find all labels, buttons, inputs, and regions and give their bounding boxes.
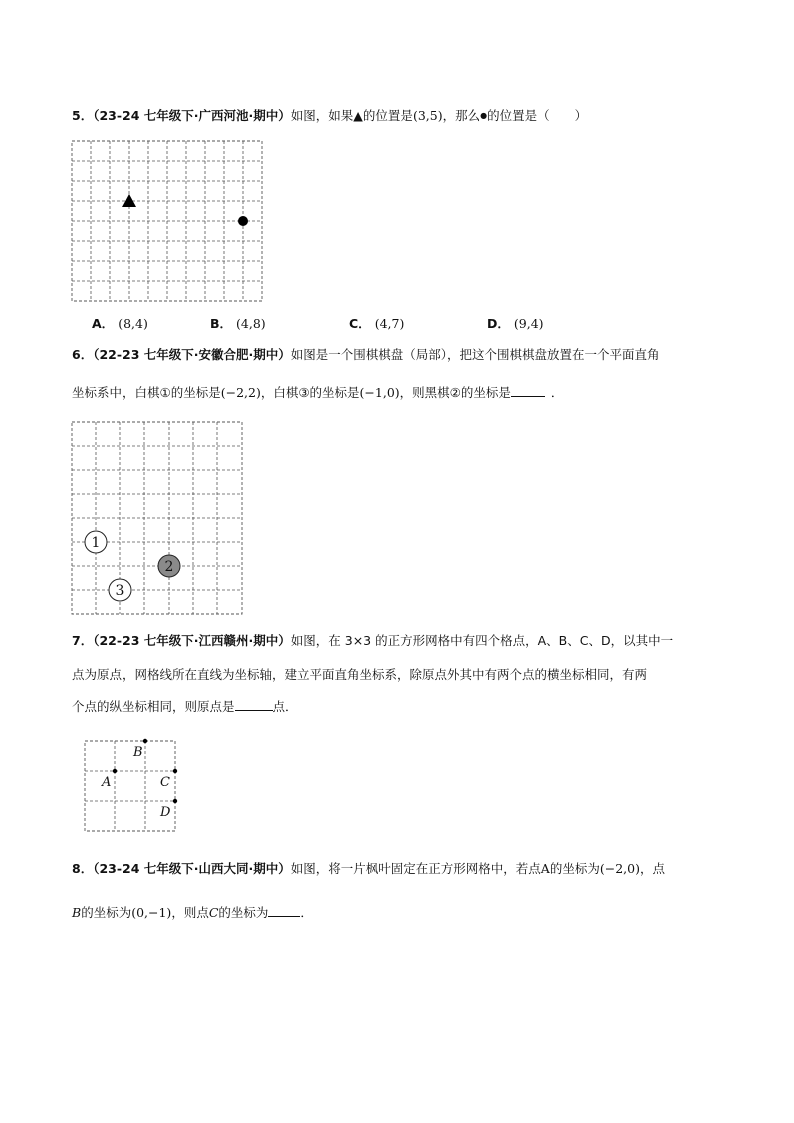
q7-stem-line1: [72, 632, 673, 650]
stone-1-label: 1: [91, 535, 101, 551]
q8-answer-blank[interactable]: [268, 904, 300, 917]
q5-text-4: 的位置是（ ）: [487, 108, 588, 123]
point-b-dot: [143, 739, 147, 743]
q6-go-board-figure: [72, 422, 242, 614]
q6-number: 6．: [72, 347, 94, 362]
white-stone-1: [85, 531, 107, 553]
point-d-dot: [173, 799, 177, 803]
point-d-label: D: [160, 805, 171, 820]
q5-coord: (3,5): [412, 108, 443, 123]
option-label: A．: [92, 316, 115, 331]
triangle-icon: ▲: [353, 108, 363, 123]
option-label: C．: [349, 316, 371, 331]
triangle-marker: [122, 194, 136, 207]
q8-coord-a: (−2,0): [599, 861, 640, 876]
q8-source: （23-24 七年级下·山西大同·期中）: [93, 861, 291, 876]
q6-coord-3: (−1,0): [359, 385, 400, 400]
dot-marker: [238, 216, 248, 226]
q5-source: （23-24 七年级下·广西河池·期中）: [93, 108, 291, 123]
q5-option-b[interactable]: [210, 314, 266, 332]
q8-stem-line1: [72, 860, 665, 878]
q7-stem-line2: [72, 666, 647, 684]
q8-text-2c: 的坐标为: [218, 905, 269, 920]
q5-text-3: ，那么: [442, 108, 481, 123]
q6-text-2c: ，则黑棋②的坐标是: [399, 385, 511, 400]
q8-point-b: B: [72, 905, 82, 920]
q6-end: ．: [550, 385, 564, 400]
q7-answer-blank[interactable]: [235, 698, 273, 711]
q8-point-a: A: [540, 861, 550, 876]
option-value: (4,7): [374, 316, 405, 331]
dot-icon: ●: [480, 111, 488, 120]
q8-text-2b: ，则点: [171, 905, 209, 920]
q5-number: 5．: [72, 108, 94, 123]
q8-end: ．: [300, 905, 313, 920]
white-stone-3: [109, 579, 131, 601]
q7-number: 7．: [72, 633, 94, 648]
q5-text-2: 的位置是: [362, 108, 413, 123]
q7-text-3b: 点．: [272, 699, 298, 714]
q7-text-1: 如图，在 3×3 的正方形网格中有四个格点，A、B、C、D，以其中一: [290, 633, 674, 648]
q5-option-a[interactable]: [92, 314, 148, 332]
q8-text-1a: 如图，将一片枫叶固定在正方形网格中，若点: [290, 861, 541, 876]
black-stone-2: [158, 555, 180, 577]
q8-point-c: C: [208, 905, 219, 920]
q6-source: （22-23 七年级下·安徽合肥·期中）: [93, 347, 291, 362]
q5-grid-lines: [72, 141, 262, 301]
q6-coord-1: (−2,2): [220, 385, 261, 400]
option-label: B．: [210, 316, 233, 331]
stone-3-label: 3: [115, 583, 125, 599]
q6-text-2a: 坐标系中，白棋①的坐标是: [72, 385, 221, 400]
q5-option-d[interactable]: [487, 314, 544, 332]
q5-grid-figure: [72, 141, 262, 303]
q7-grid-figure: [85, 741, 177, 831]
q6-text-2b: ，白棋③的坐标是: [260, 385, 360, 400]
stone-2-label: 2: [164, 559, 174, 575]
q6-stem-line1: [72, 346, 660, 364]
q8-text-2a: 的坐标为: [81, 905, 132, 920]
q7-source: （22-23 七年级下·江西赣州·期中）: [93, 633, 291, 648]
point-c-dot: [173, 769, 177, 773]
q6-stem-line2: [72, 384, 563, 402]
option-value: (8,4): [118, 316, 148, 331]
q7-stem-line3: [72, 698, 298, 716]
q8-coord-b: (0,−1): [131, 905, 172, 920]
q5-text-1: 如图，如果: [290, 108, 354, 123]
option-value: (9,4): [513, 316, 544, 331]
q6-text-1: 如图是一个围棋棋盘（局部），把这个围棋棋盘放置在一个平面直角: [290, 347, 660, 362]
q8-text-1c: ，点: [639, 861, 665, 876]
point-a-label: A: [102, 775, 112, 790]
q7-text-3a: 个点的纵坐标相同，则原点是: [72, 699, 235, 714]
point-a-dot: [113, 769, 117, 773]
q5-stem: [72, 107, 587, 125]
q7-text-2: 点为原点，网格线所在直线为坐标轴，建立平面直角坐标系，除原点外其中有两个点的横坐标相同，有两: [72, 667, 648, 682]
q8-number: 8．: [72, 861, 94, 876]
q8-stem-line2: [72, 904, 313, 922]
option-value: (4,8): [236, 316, 266, 331]
q8-text-1b: 的坐标为: [549, 861, 600, 876]
q6-answer-blank[interactable]: [511, 384, 545, 397]
point-b-label: B: [133, 745, 143, 760]
point-c-label: C: [160, 775, 170, 790]
q6-grid-lines: [72, 422, 242, 614]
option-label: D．: [487, 316, 510, 331]
q5-option-c[interactable]: [349, 314, 404, 332]
